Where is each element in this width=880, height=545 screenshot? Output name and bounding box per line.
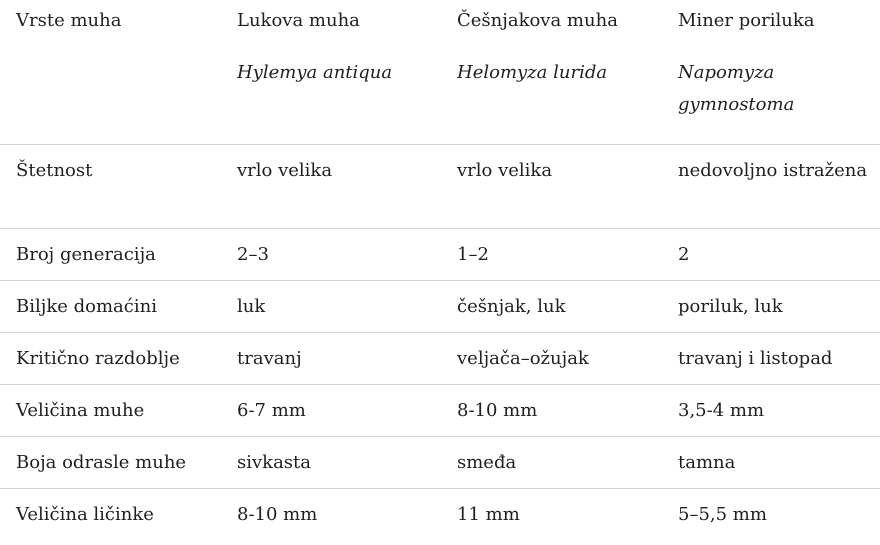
table-cell: travanj i listopad [662, 333, 880, 385]
table-cell: tamna [662, 437, 880, 489]
species-name: Češnjakova muha [457, 10, 618, 31]
table-cell: 8-10 mm [237, 504, 318, 525]
table-cell: 6-7 mm [221, 385, 441, 437]
table-cell: 2–3 [221, 229, 441, 281]
table-row [0, 281, 880, 333]
species-latin-name: Napomyza gymnostoma [678, 62, 795, 115]
header-label: Vrste muha [0, 0, 221, 145]
table-cell: travanj [221, 333, 441, 385]
row-label: Veličina ličinke [16, 504, 154, 525]
species-name: Lukova muha [237, 10, 360, 31]
table-cell: smeđa [441, 437, 662, 489]
row-label: Štetnost [0, 145, 221, 229]
table-cell: 5–5,5 mm [678, 504, 767, 525]
table-cell: 11 mm [457, 504, 520, 525]
row-label: Biljke domaćini [0, 281, 221, 333]
table-cell: vrlo velika [221, 145, 441, 229]
table-row [0, 229, 880, 281]
species-name: Miner poriluka [678, 10, 815, 31]
table-cell: 1–2 [441, 229, 662, 281]
table-row [0, 437, 880, 489]
table-cell: češnjak, luk [441, 281, 662, 333]
table-cell: nedovoljno istražena [662, 145, 880, 229]
table-cell: luk [221, 281, 441, 333]
table-cell: sivkasta [221, 437, 441, 489]
table-row [0, 333, 880, 385]
table-row [0, 489, 880, 541]
table-cell: poriluk, luk [662, 281, 880, 333]
species-latin-name: Helomyza lurida [457, 62, 608, 83]
table-header-row [0, 0, 880, 145]
header-species-cell [441, 0, 662, 145]
row-label: Veličina muhe [0, 385, 221, 437]
row-label: Kritično razdoblje [0, 333, 221, 385]
table-cell: vrlo velika [441, 145, 662, 229]
table-row [0, 385, 880, 437]
species-latin-name: Hylemya antiqua [237, 62, 393, 83]
header-species-cell [662, 0, 880, 145]
header-species-cell [221, 0, 441, 145]
table-cell: veljača–ožujak [441, 333, 662, 385]
row-label: Broj generacija [0, 229, 221, 281]
table-cell: 2 [662, 229, 880, 281]
table-cell: 3,5-4 mm [662, 385, 880, 437]
table-row [0, 145, 880, 229]
row-label: Boja odrasle muhe [0, 437, 221, 489]
table-cell: 8-10 mm [441, 385, 662, 437]
